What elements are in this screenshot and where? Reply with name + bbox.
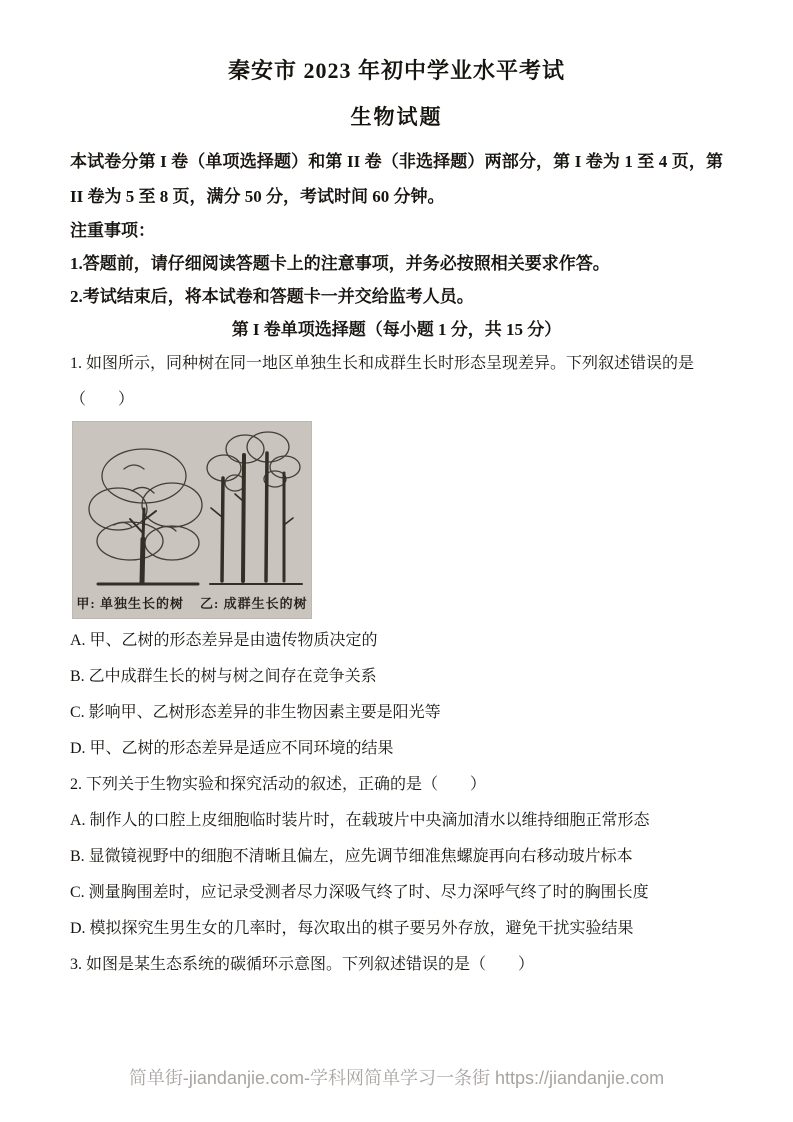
question-2-option-b: B. 显微镜视野中的细胞不清晰且偏左，应先调节细准焦螺旋再向右移动玻片标本 [70,848,633,865]
figure-label-left: 甲: 单独生长的树 [76,596,184,611]
page-subtitle: 生物试题 [350,105,443,129]
question-1-option-d: D. 甲、乙树的形态差异是适应不同环境的结果 [70,740,394,757]
section-heading: 第 I 卷单项选择题（每小题 1 分，共 15 分） [231,320,562,339]
footer-watermark: 简单街-jiandanjie.com-学科网简单学习一条街 https://jiandanjie.com [128,1068,665,1088]
question-3-stem: 3. 如图是某生态系统的碳循环示意图。下列叙述错误的是（ ） [70,956,535,973]
note-item-2: 2.考试结束后，将本试卷和答题卡一并交给监考人员。 [70,287,474,306]
figure-label-right: 乙: 成群生长的树 [200,596,308,611]
tree-illustration-icon [72,421,312,591]
notes-title: 注重事项： [70,221,155,240]
question-2-option-d: D. 模拟探究生男生女的几率时，每次取出的棋子要另外存放，避免干扰实验结果 [70,920,634,937]
note-item-1: 1.答题前，请仔细阅读答题卡上的注意事项，并务必按照相关要求作答。 [70,254,610,273]
figure-caption [72,593,312,612]
exam-intro: 本试卷分第 I 卷（单项选择题）和第 II 卷（非选择题）两部分，第 I 卷为 1 至 4 页，第 II 卷为 5 至 8 页，满分 50 分，考试时间 60 分钟。 [70,152,723,206]
question-1-stem: 1. 如图所示，同种树在同一地区单独生长和成群生长时形态呈现差异。下列叙述错误的是（ ） [70,355,695,408]
question-2-option-c: C. 测量胸围差时，应记录受测者尽力深吸气终了时、尽力深呼气终了时的胸围长度 [70,884,649,901]
question-1-option-a: A. 甲、乙树的形态差异是由遗传物质决定的 [70,632,378,649]
question-2-stem: 2. 下列关于生物实验和探究活动的叙述，正确的是（ ） [70,776,487,793]
question-2-option-a: A. 制作人的口腔上皮细胞临时装片时，在载玻片中央滴加清水以维持细胞正常形态 [70,812,650,829]
page-title: 秦安市 2023 年初中学业水平考试 [227,58,565,83]
question-1-option-b: B. 乙中成群生长的树与树之间存在竞争关系 [70,668,377,685]
question-1-option-c: C. 影响甲、乙树形态差异的非生物因素主要是阳光等 [70,704,441,721]
tree-comparison-figure [72,421,312,619]
